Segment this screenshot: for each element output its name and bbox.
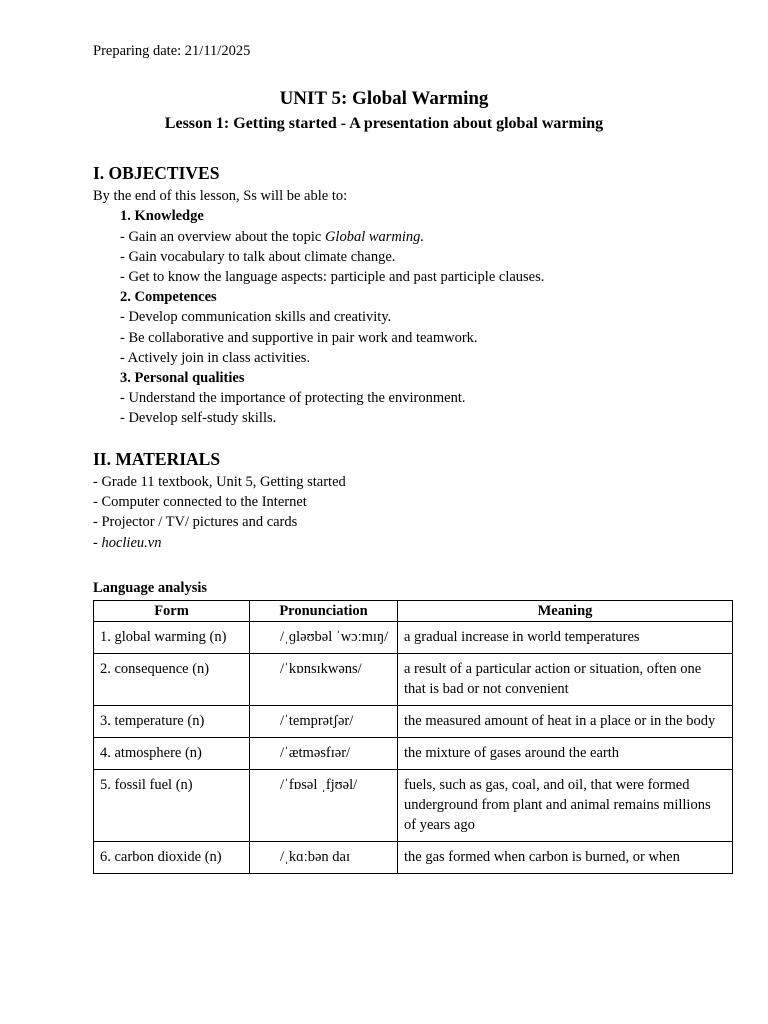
pronunciation-cell: /ˈfɒsəl ˌfjʊəl/ xyxy=(250,770,398,842)
materials-item-3: - Projector / TV/ pictures and cards xyxy=(93,514,298,530)
pronunciation-cell: /ˈtemprətʃər/ xyxy=(250,706,398,738)
competences-item-1: - Develop communication skills and creativity. xyxy=(120,309,392,325)
meaning-cell: the mixture of gases around the earth xyxy=(398,738,733,770)
table-row xyxy=(94,842,733,874)
form-cell: 6. carbon dioxide (n) xyxy=(94,842,250,874)
unit-title: UNIT 5: Global Warming xyxy=(279,88,489,109)
table-row xyxy=(94,654,733,706)
knowledge-item-3: - Get to know the language aspects: participle and past participle clauses. xyxy=(120,269,545,285)
pronunciation-cell: /ˌɡləʊbəl ˈwɔːmɪŋ/ xyxy=(250,622,398,654)
form-cell: 5. fossil fuel (n) xyxy=(94,770,250,842)
qualities-item-2: - Develop self-study skills. xyxy=(120,410,277,426)
pronunciation-cell: /ˈkɒnsɪkwəns/ xyxy=(250,654,398,706)
meaning-cell: a gradual increase in world temperatures xyxy=(398,622,733,654)
meaning-cell: the measured amount of heat in a place or in the body xyxy=(398,706,733,738)
knowledge-item-2: - Gain vocabulary to talk about climate change. xyxy=(120,249,396,265)
meaning-cell: the gas formed when carbon is burned, or when xyxy=(398,842,733,874)
competences-item-3: - Actively join in class activities. xyxy=(120,350,311,366)
form-cell: 3. temperature (n) xyxy=(94,706,250,738)
table-header-row xyxy=(94,601,733,622)
qualities-item-1: - Understand the importance of protecting the environment. xyxy=(120,390,466,406)
knowledge-heading: 1. Knowledge xyxy=(120,208,204,224)
meaning-column-header: Meaning xyxy=(398,601,733,622)
knowledge-item-1 xyxy=(120,227,424,247)
objectives-intro: By the end of this lesson, Ss will be able to: xyxy=(93,188,348,204)
competences-item-2: - Be collaborative and supportive in pair work and teamwork. xyxy=(120,330,478,346)
table-row xyxy=(94,770,733,842)
pronunciation-cell: /ˈætməsfɪər/ xyxy=(250,738,398,770)
table-row xyxy=(94,706,733,738)
preparing-date: Preparing date: 21/11/2025 xyxy=(93,43,251,59)
meaning-cell: fuels, such as gas, coal, and oil, that were formed underground from plant and animal remains millions of years ago xyxy=(398,770,733,842)
knowledge-item-1-topic: Global warming. xyxy=(324,229,425,245)
knowledge-item-1-prefix: - Gain an overview about the topic xyxy=(120,229,325,245)
form-cell: 1. global warming (n) xyxy=(94,622,250,654)
qualities-heading: 3. Personal qualities xyxy=(120,370,245,386)
language-analysis-table xyxy=(93,600,733,874)
pronunciation-column-header: Pronunciation xyxy=(250,601,398,622)
table-row xyxy=(94,738,733,770)
materials-item-4-prefix: - xyxy=(93,535,102,551)
materials-heading: II. MATERIALS xyxy=(93,449,221,469)
hoclieu-link[interactable]: hoclieu.vn xyxy=(101,535,162,551)
language-analysis-label: Language analysis xyxy=(93,580,208,596)
materials-item-1: - Grade 11 textbook, Unit 5, Getting started xyxy=(93,474,346,490)
form-column-header: Form xyxy=(94,601,250,622)
form-cell: 2. consequence (n) xyxy=(94,654,250,706)
table-row xyxy=(94,622,733,654)
materials-item-2: - Computer connected to the Internet xyxy=(93,494,307,510)
pronunciation-cell: /ˌkɑːbən daɪ xyxy=(250,842,398,874)
form-cell: 4. atmosphere (n) xyxy=(94,738,250,770)
objectives-heading: I. OBJECTIVES xyxy=(93,163,220,183)
lesson-title: Lesson 1: Getting started - A presentation about global warming xyxy=(164,115,604,132)
materials-item-4 xyxy=(93,533,161,553)
meaning-cell: a result of a particular action or situation, often one that is bad or not convenient xyxy=(398,654,733,706)
competences-heading: 2. Competences xyxy=(120,289,217,305)
